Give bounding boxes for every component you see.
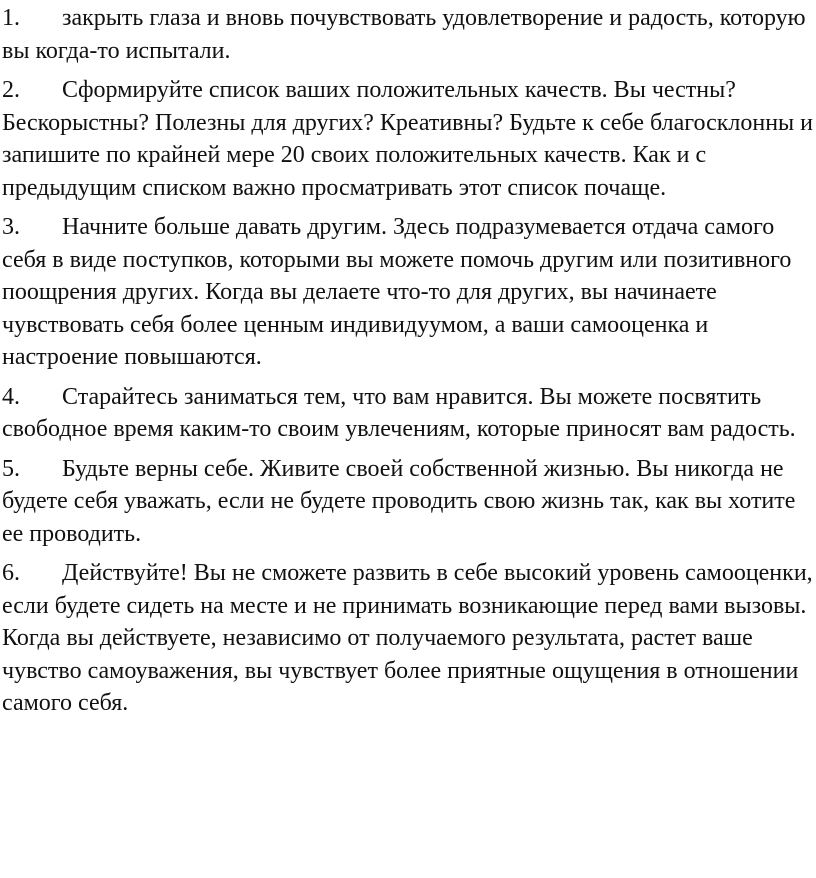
list-item-text: Действуйте! Вы не сможете развить в себе высокий уровень самооценки, если будете сидеть на месте и не принимать возникающие перед вами вызовы. Когда вы действуете, независимо от получаемого результата, растет ваше чувство самоуважения, вы чувствует более приятные ощущения в отношении самого себя. [2, 560, 813, 716]
list-item-number: 3. [2, 214, 20, 240]
list-item-3 [2, 211, 814, 374]
list-item-6 [2, 557, 814, 720]
list-item-text: Начните больше давать другим. Здесь подразумевается отдача самого себя в виде поступков, которыми вы можете помочь другим или позитивного поощрения других. Когда вы делаете что-то для других, вы начинаете чувствовать себя более ценным индивидуумом, а ваши самооценка и настроение повышаются. [2, 214, 792, 370]
list-item-number: 5. [2, 455, 20, 482]
list-item-number: 2. [2, 77, 20, 103]
list-item-1 [2, 2, 814, 67]
list-item-text: Сформируйте список ваших положительных качеств. Вы честны? Бескорыстны? Полезны для других? Креативны? Будьте к себе благосклонны и запишите по крайней мере 20 своих положительных качеств. Как и с предыдущим списком важно просматривать этот список почаще. [2, 77, 814, 201]
list-item-5 [2, 453, 814, 551]
list-item-text: Старайтесь заниматься тем, что вам нравится. Вы можете посвятить свободное время каким-то своим увлечениям, которые приносят вам радость. [2, 383, 796, 442]
list-item-text: закрыть глаза и вновь почувствовать удовлетворение и радость, которую вы когда-то испытали. [2, 5, 806, 64]
list-item-2 [2, 74, 814, 204]
list-item-number: 1. [2, 5, 20, 31]
list-item-text: Будьте верны себе. Живите своей собственной жизнью. Вы никогда не будете себя уважать, если не будете проводить свою жизнь так, как вы хотите ее проводить. [2, 455, 796, 547]
list-item-number: 6. [2, 560, 20, 586]
list-item-number: 4. [2, 383, 20, 410]
list-item-4 [2, 381, 814, 446]
document-body [2, 0, 814, 727]
